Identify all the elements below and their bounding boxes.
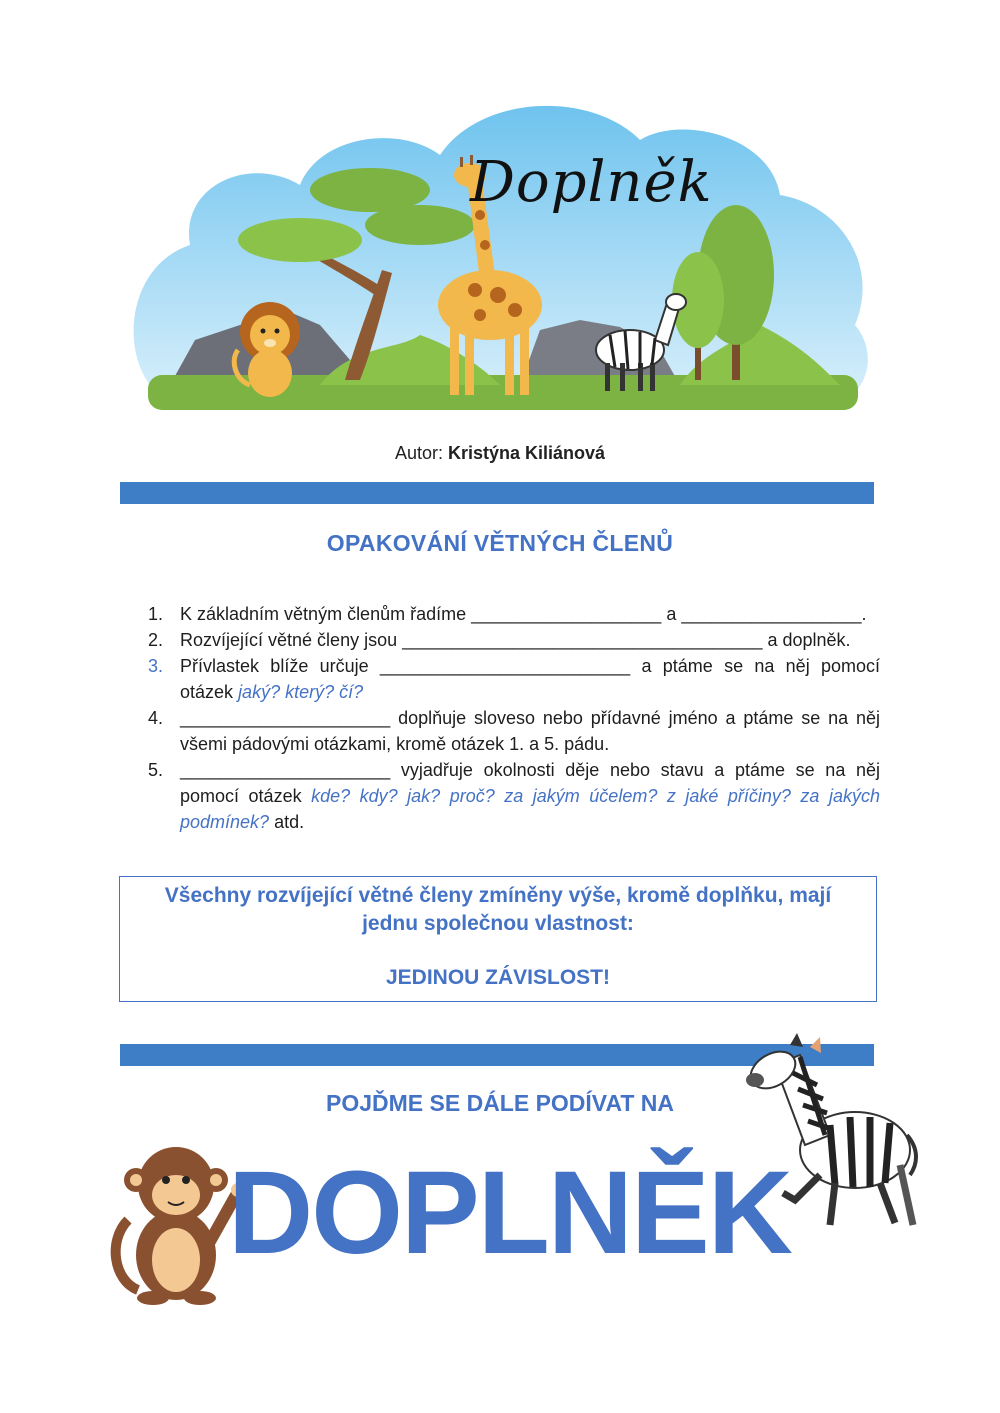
author-name: Kristýna Kiliánová xyxy=(447,443,606,463)
item-number: 1. xyxy=(148,604,164,624)
info-statement: Všechny rozvíjející větné členy zmíněny výše, kromě doplňku, mají jednu společnou vlastnost: xyxy=(164,884,832,935)
item-text: Přívlastek blíže určuje _________________________ a ptáme se na něj pomocí otázek xyxy=(180,656,880,702)
item-text: _____________________ vyjadřuje okolnosti děje nebo stavu a ptáme se na něj pomocí otázek xyxy=(180,760,880,806)
big-title: DOPLNĚK xyxy=(228,1147,791,1279)
monkey-icon xyxy=(108,1140,248,1305)
list-item xyxy=(140,653,880,705)
section-heading: OPAKOVÁNÍ VĚTNÝCH ČLENŮ xyxy=(326,530,674,556)
author-line xyxy=(0,443,1000,464)
exercise-list xyxy=(140,601,880,835)
item-number: 2. xyxy=(148,630,164,650)
info-emphasis: JEDINOU ZÁVISLOST! xyxy=(385,966,611,989)
next-heading xyxy=(0,1090,1000,1117)
item-suffix: atd. xyxy=(274,812,305,832)
divider-bar xyxy=(120,482,874,504)
list-item xyxy=(140,705,880,757)
list-item xyxy=(140,757,880,835)
item-text: Rozvíjející větné členy jsou ____________________________________ a doplněk. xyxy=(180,630,851,650)
info-box xyxy=(119,876,877,1002)
savanna-header-illustration xyxy=(120,95,880,425)
item-number: 3. xyxy=(148,656,164,676)
item-text: _____________________ doplňuje sloveso nebo přídavné jméno a ptáme se na něj všemi pádovými otázkami, kromě otázek 1. a 5. pádu. xyxy=(180,708,880,754)
author-label: Autor: xyxy=(394,443,443,463)
list-item xyxy=(140,627,880,653)
item-questions: kde? kdy? jak? proč? za jakým účelem? z jaké příčiny? za jakých podmínek? xyxy=(180,786,880,832)
item-text: K základním větným členům řadíme ___________________ a __________________. xyxy=(180,604,867,624)
list-item xyxy=(140,601,880,627)
next-heading-text: POJĎME SE DÁLE PODÍVAT NA xyxy=(325,1090,675,1116)
item-number: 4. xyxy=(148,708,164,728)
item-questions: jaký? který? čí? xyxy=(238,682,364,702)
header-title: Doplněk xyxy=(470,150,713,215)
item-number: 5. xyxy=(148,760,164,780)
